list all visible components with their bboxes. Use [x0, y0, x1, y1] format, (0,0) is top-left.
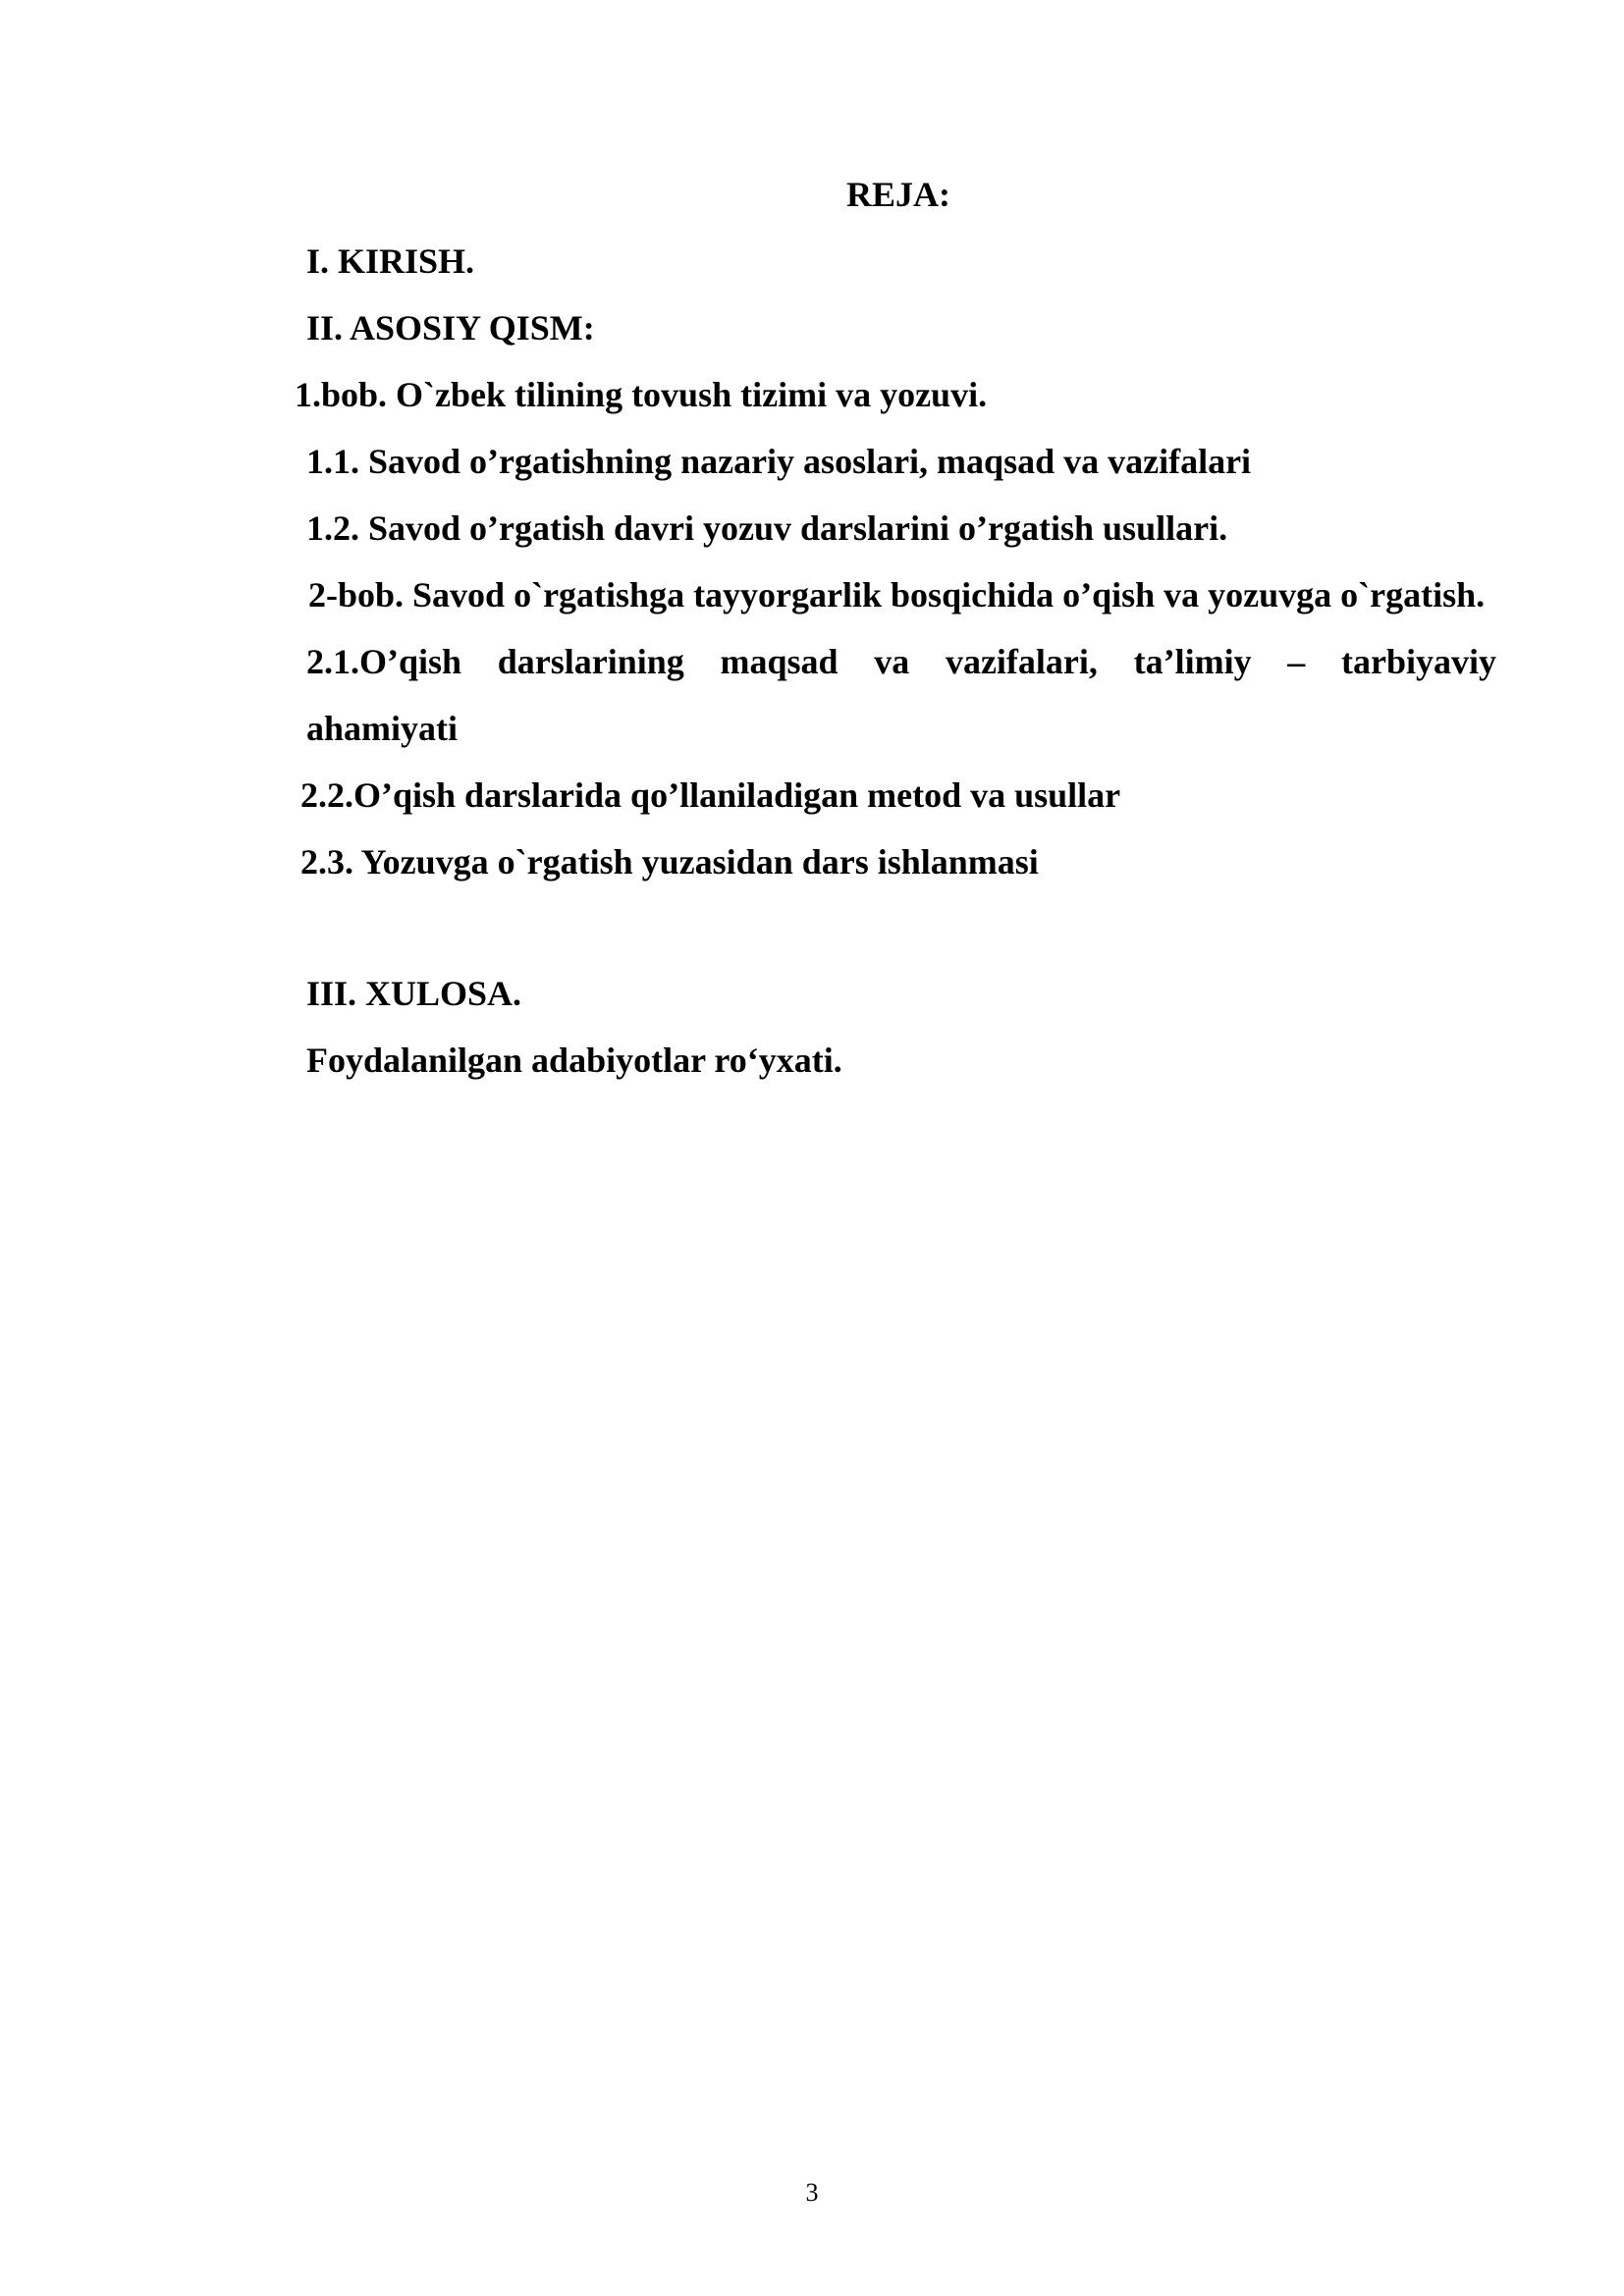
toc-item-section-2-1-continued: ahamiyati [306, 709, 459, 748]
toc-item-chapter-1: 1.bob. O`zbek tilining tovush tizimi va yozuvi. [295, 375, 988, 414]
toc-item-conclusion: III. XULOSA. [306, 974, 522, 1013]
page-number: 3 [805, 2178, 819, 2207]
toc-item-section-2-2: 2.2.O’qish darslarida qo’llaniladigan metod va usullar [300, 775, 1121, 815]
toc-item-section-2-3: 2.3. Yozuvga o`rgatish yuzasidan dars ishlanmasi [300, 842, 1039, 881]
toc-item-bibliography: Foydalanilgan adabiyotlar ro‘yxati. [306, 1041, 842, 1080]
toc-item-section-2-1: 2.1.O’qish darslarining maqsad va vazifalari, ta’limiy – tarbiyaviy [306, 642, 1496, 681]
toc-item-main-part: II. ASOSIY QISM: [306, 308, 595, 347]
page-title: REJA: [846, 175, 950, 214]
toc-item-section-1-1: 1.1. Savod o’rgatishning nazariy asoslari, maqsad va vazifalari [306, 442, 1252, 481]
toc-item-chapter-2: 2-bob. Savod o`rgatishga tayyorgarlik bosqichida o’qish va yozuvga o`rgatish. [308, 575, 1486, 614]
toc-item-section-1-2: 1.2. Savod o’rgatish davri yozuv darslarini o’rgatish usullari. [306, 508, 1228, 548]
toc-item-introduction: I. KIRISH. [306, 241, 475, 281]
